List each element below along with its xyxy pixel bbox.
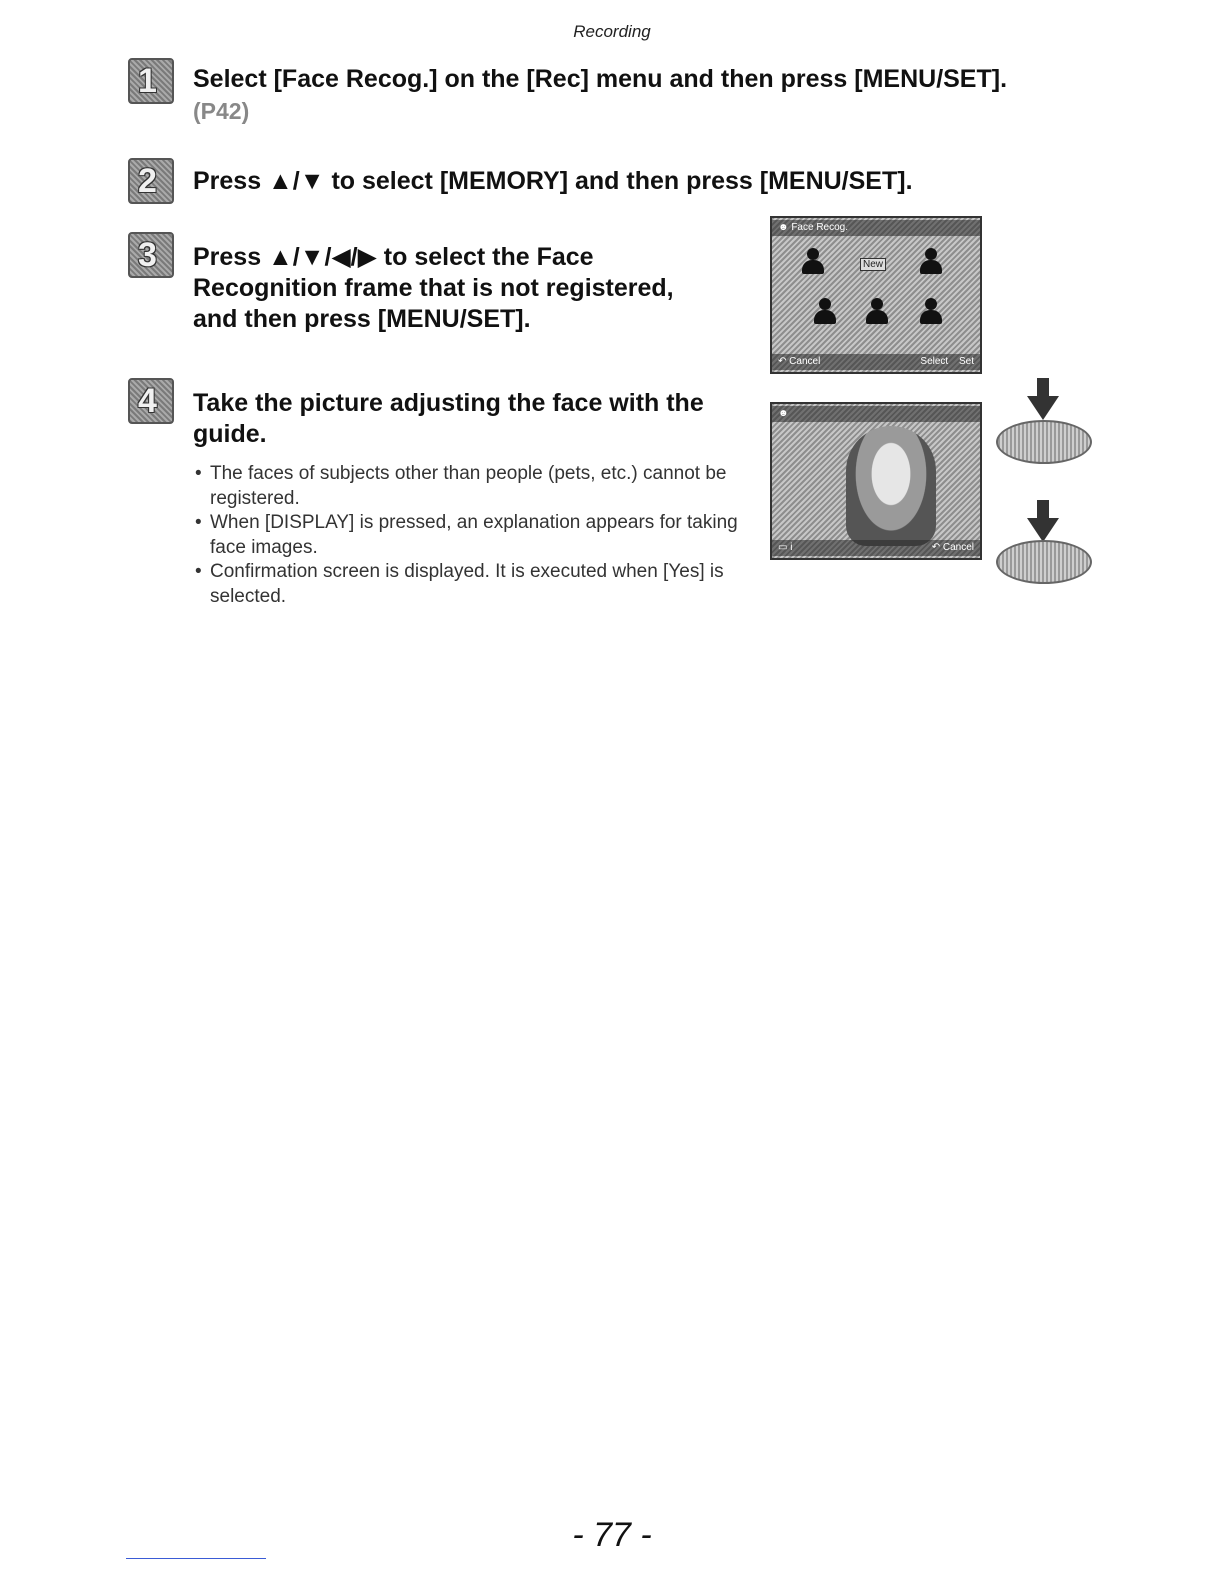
arrow-down-icon [1027,518,1059,542]
face-capture-screen [770,402,982,560]
back-icon: ↶ [931,542,943,553]
new-face-tag: New [860,258,886,271]
step-1-title: Select [Face Recog.] on the [Rec] menu and then press [MENU/SET]. [193,65,1008,93]
note-item: • When [DISPLAY] is pressed, an explanation appears for taking face images. [193,511,753,560]
face-slot [812,298,838,326]
step-1-badge: 1 [128,58,174,104]
note-item: • Confirmation screen is displayed. It is executed when [Yes] is selected. [193,560,753,609]
screen-title-bar [772,406,980,422]
screen-bottom-bar [772,354,980,370]
arrow-down-icon [1037,378,1049,398]
step-2-title: Press ▲/▼ to select [MEMORY] and then press [MENU/SET]. [193,167,913,195]
step-4-title [193,388,763,450]
select-label: Select [920,356,949,367]
screen-title-bar [772,220,980,236]
face-recog-memory-screen [770,216,982,374]
arrow-down-icon [1037,500,1049,520]
arrow-down-icon [1027,396,1059,420]
step-4-title-line-2: guide. [193,420,267,448]
cancel-label: Cancel [942,542,974,553]
shutter-button-half-press [996,420,1092,464]
screen-title: Face Recog. [791,222,849,233]
step-4-title-line-1: Take the picture adjusting the face with the [193,389,704,417]
back-icon: ↶ [778,356,790,367]
face-recog-icon: ☻ [778,408,789,419]
face-slot [918,298,944,326]
registered-face-slot [800,248,826,276]
step-3-title-line-3: and then press [MENU/SET]. [193,305,531,333]
step-2-badge: 2 [128,158,174,204]
set-label: Set [958,356,974,367]
note-item: • The faces of subjects other than people (pets, etc.) cannot be registered. [193,462,753,511]
face-guide-photo [846,426,936,546]
footer-divider [126,1558,266,1559]
step-4-badge: 4 [128,378,174,424]
cancel-label: Cancel [789,356,821,367]
face-slot [918,248,944,276]
face-recog-icon: ☻ [778,222,792,233]
face-slot [864,298,890,326]
step-3-title-line-1: Press ▲/▼/◀/▶ to select the Face [193,243,594,271]
display-icon: ▭ i [778,542,793,553]
step-3-title [193,242,753,335]
section-header: Recording [573,22,651,41]
screen-bottom-bar [772,540,980,556]
step-3-title-line-2: Recognition frame that is not registered, [193,274,674,302]
shutter-button-full-press [996,540,1092,584]
step-4-notes [193,462,753,609]
page-number: - 77 - [572,1516,652,1554]
step-3-badge: 3 [128,232,174,278]
step-1-page-ref: (P42) [193,98,250,124]
